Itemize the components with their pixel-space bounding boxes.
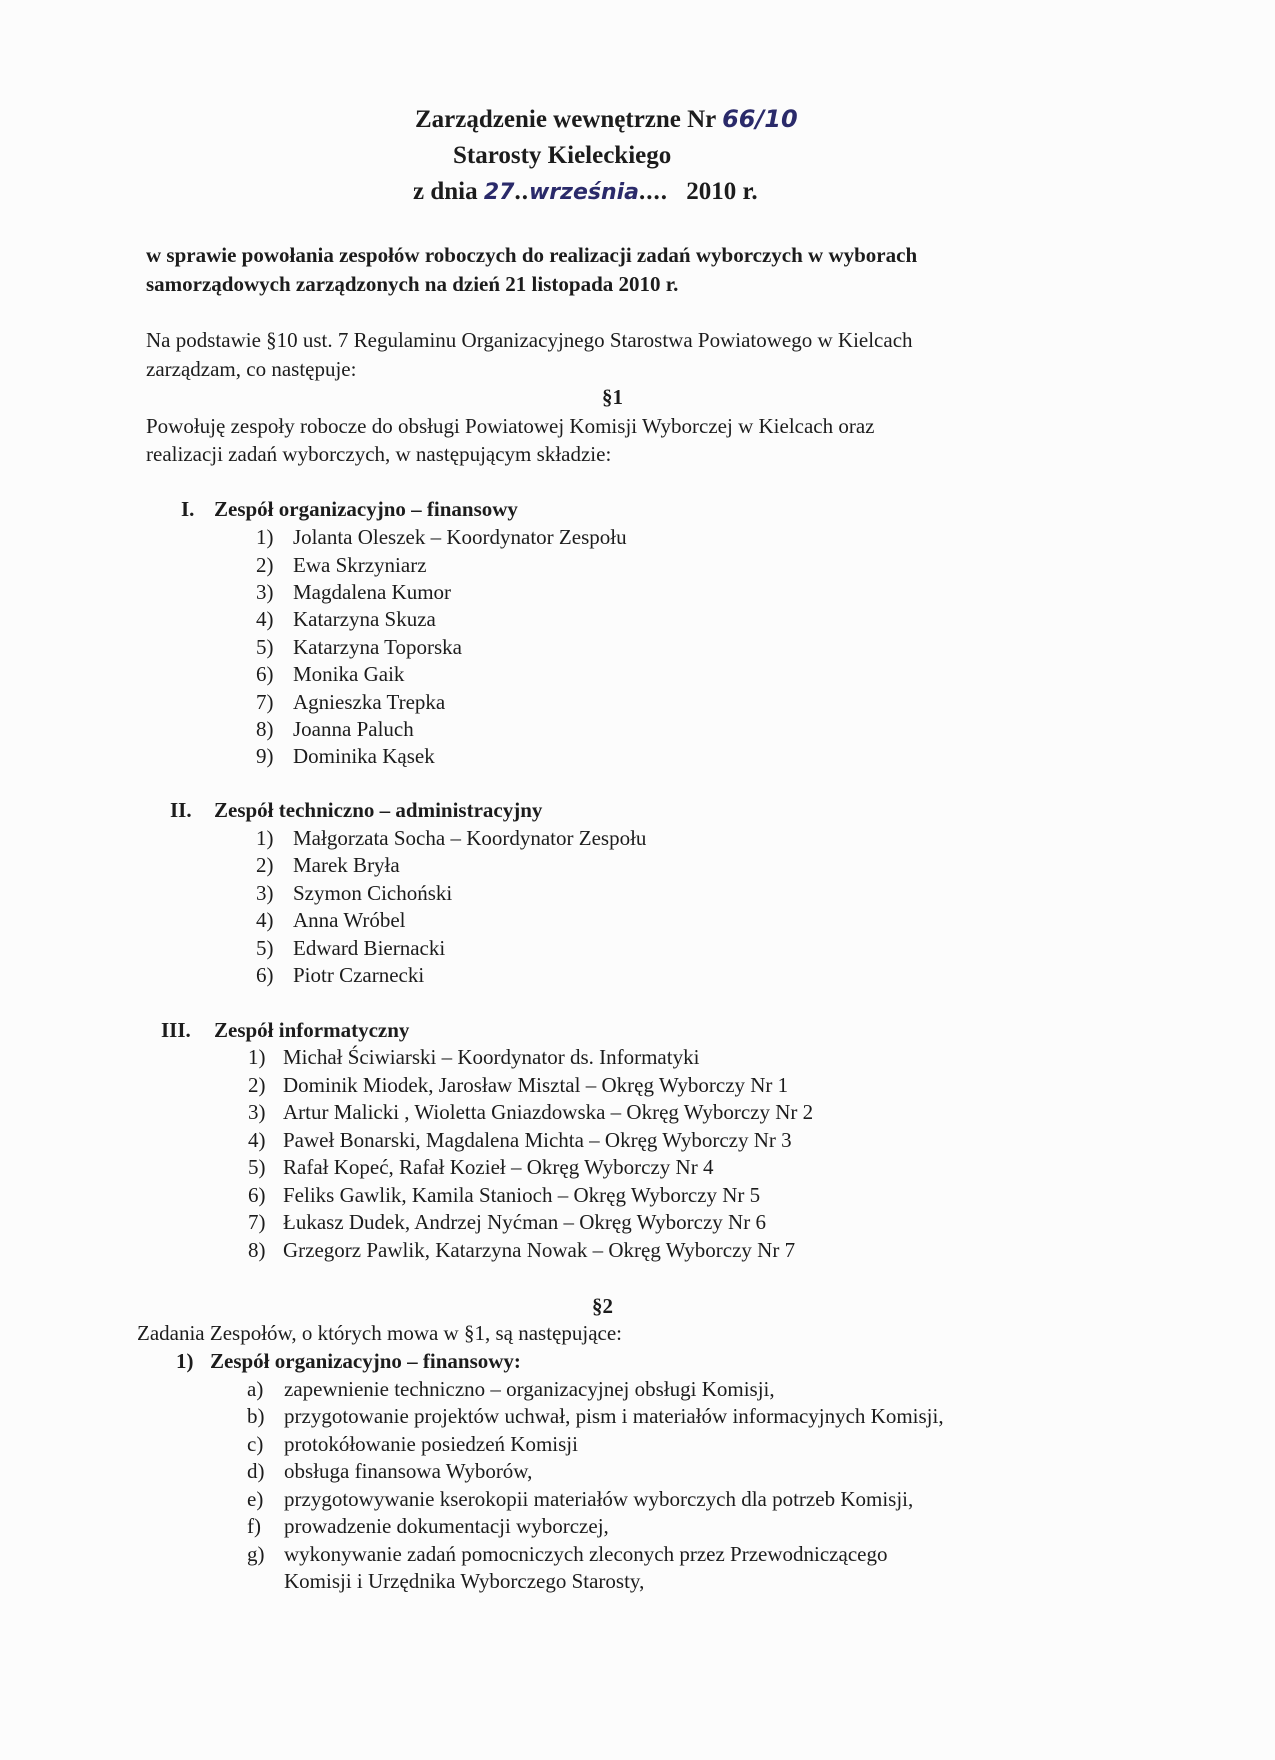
- list-item: Paweł Bonarski, Magdalena Michta – Okręg Wyborczy Nr 3: [283, 1128, 792, 1152]
- subject-line2: samorządowych zarządzonych na dzień 21 listopada 2010 r.: [146, 272, 679, 296]
- list-item: Katarzyna Toporska: [293, 635, 462, 659]
- list-item: zapewnienie techniczno – organizacyjnej obsługi Komisji,: [284, 1377, 775, 1401]
- preamble-line2: zarządzam, co następuje:: [146, 357, 357, 381]
- member-number: 2): [256, 853, 274, 877]
- list-item: Magdalena Kumor: [293, 580, 452, 604]
- section1-intro-line2: realizacji zadań wyborczych, w następującym składzie:: [146, 442, 612, 466]
- member-number: 4): [256, 908, 274, 932]
- section2-intro: Zadania Zespołów, o których mowa w §1, są następujące:: [137, 1321, 622, 1345]
- list-item: przygotowywanie kserokopii materiałów wyborczych dla potrzeb Komisji,: [284, 1487, 914, 1511]
- subject-line1: w sprawie powołania zespołów roboczych do realizacji zadań wyborczych w wyborach: [146, 243, 918, 267]
- title-line1: [415, 105, 798, 134]
- member-number: 3): [248, 1100, 266, 1124]
- task-letter: a): [247, 1377, 264, 1401]
- member-number: 7): [248, 1210, 266, 1234]
- task-letter: c): [247, 1432, 264, 1456]
- list-item: Dominika Kąsek: [293, 744, 435, 768]
- member-number: 5): [256, 936, 274, 960]
- member-number: 3): [256, 580, 274, 604]
- member-number: 6): [256, 662, 274, 686]
- task-letter: b): [247, 1404, 265, 1428]
- list-item: Edward Biernacki: [293, 936, 446, 960]
- section1-heading: §1: [602, 385, 623, 409]
- list-item: Monika Gaik: [293, 662, 405, 686]
- team-numeral: I.: [181, 497, 195, 521]
- team-name: Zespół organizacyjno – finansowy: [214, 497, 518, 521]
- section2-item-number: 1): [176, 1349, 194, 1373]
- member-number: 8): [256, 717, 274, 741]
- handwritten-day: 27: [483, 180, 515, 205]
- member-number: 6): [248, 1183, 266, 1207]
- list-item: Marek Bryła: [293, 853, 400, 877]
- section2-item-name: [210, 1349, 521, 1374]
- list-item: Łukasz Dudek, Andrzej Nyćman – Okręg Wyborczy Nr 6: [283, 1210, 766, 1234]
- list-item: przygotowanie projektów uchwał, pism i materiałów informacyjnych Komisji,: [284, 1404, 944, 1428]
- member-number: 4): [248, 1128, 266, 1152]
- member-number: 2): [256, 553, 274, 577]
- member-number: 3): [256, 881, 274, 905]
- list-item-continuation: Komisji i Urzędnika Wyborczego Starosty,: [284, 1569, 645, 1593]
- title-prefix: Zarządzenie wewnętrzne Nr: [415, 106, 716, 133]
- member-number: 5): [256, 635, 274, 659]
- handwritten-number: 66/10: [722, 105, 798, 133]
- member-number: 7): [256, 690, 274, 714]
- date-suffix: 2010 r.: [686, 178, 758, 205]
- task-letter: f): [247, 1514, 261, 1538]
- team-numeral: III.: [161, 1018, 191, 1042]
- list-item: Joanna Paluch: [293, 717, 414, 741]
- list-item: Katarzyna Skuza: [293, 607, 436, 631]
- task-letter: g): [247, 1542, 265, 1566]
- list-item: Agnieszka Trepka: [293, 690, 446, 714]
- section2-heading: §2: [592, 1294, 613, 1318]
- list-item: Dominik Miodek, Jarosław Misztal – Okręg Wyborczy Nr 1: [283, 1073, 789, 1097]
- title-date-line: z dnia 27..września.... 2010 r.: [413, 178, 758, 205]
- list-item: Artur Malicki , Wioletta Gniazdowska – Okręg Wyborczy Nr 2: [283, 1100, 814, 1124]
- member-number: 2): [248, 1073, 266, 1097]
- list-item: Piotr Czarnecki: [293, 963, 425, 987]
- list-item: prowadzenie dokumentacji wyborczej,: [284, 1514, 609, 1538]
- handwritten-month: września: [528, 180, 640, 205]
- member-number: 1): [256, 826, 274, 850]
- member-number: 4): [256, 607, 274, 631]
- title-line2: Starosty Kieleckiego: [453, 142, 672, 169]
- member-number: 1): [256, 525, 274, 549]
- list-item: Małgorzata Socha – Koordynator Zespołu: [293, 826, 647, 850]
- list-item: Feliks Gawlik, Kamila Stanioch – Okręg Wyborczy Nr 5: [283, 1183, 761, 1207]
- list-item: wykonywanie zadań pomocniczych zleconych przez Przewodniczącego: [284, 1542, 888, 1566]
- member-number: 1): [248, 1045, 266, 1069]
- member-number: 6): [256, 963, 274, 987]
- member-number: 9): [256, 744, 274, 768]
- list-item: Anna Wróbel: [293, 908, 406, 932]
- list-item: Szymon Cichoński: [293, 881, 453, 905]
- member-number: 5): [248, 1155, 266, 1179]
- list-item: Rafał Kopeć, Rafał Kozieł – Okręg Wyborczy Nr 4: [283, 1155, 714, 1179]
- date-prefix: z dnia: [413, 178, 478, 205]
- section1-intro-line1: Powołuję zespoły robocze do obsługi Powiatowej Komisji Wyborczej w Kielcach oraz: [146, 414, 875, 438]
- team-name: Zespół techniczno – administracyjny: [214, 798, 543, 822]
- list-item: Ewa Skrzyniarz: [293, 553, 427, 577]
- member-number: 8): [248, 1238, 266, 1262]
- section2-item-name-text: Zespół organizacyjno – finansowy:: [210, 1349, 521, 1373]
- team-numeral: II.: [170, 798, 192, 822]
- preamble-line1: Na podstawie §10 ust. 7 Regulaminu Organizacyjnego Starostwa Powiatowego w Kielcach: [146, 328, 913, 352]
- task-letter: d): [247, 1459, 265, 1483]
- task-letter: e): [247, 1487, 264, 1511]
- team-name: Zespół informatyczny: [214, 1018, 410, 1042]
- list-item: Jolanta Oleszek – Koordynator Zespołu: [293, 525, 627, 549]
- list-item: protokółowanie posiedzeń Komisji: [284, 1432, 578, 1456]
- list-item: Michał Ściwiarski – Koordynator ds. Informatyki: [283, 1045, 700, 1069]
- list-item: obsługa finansowa Wyborów,: [284, 1459, 533, 1483]
- list-item: Grzegorz Pawlik, Katarzyna Nowak – Okręg Wyborczy Nr 7: [283, 1238, 796, 1262]
